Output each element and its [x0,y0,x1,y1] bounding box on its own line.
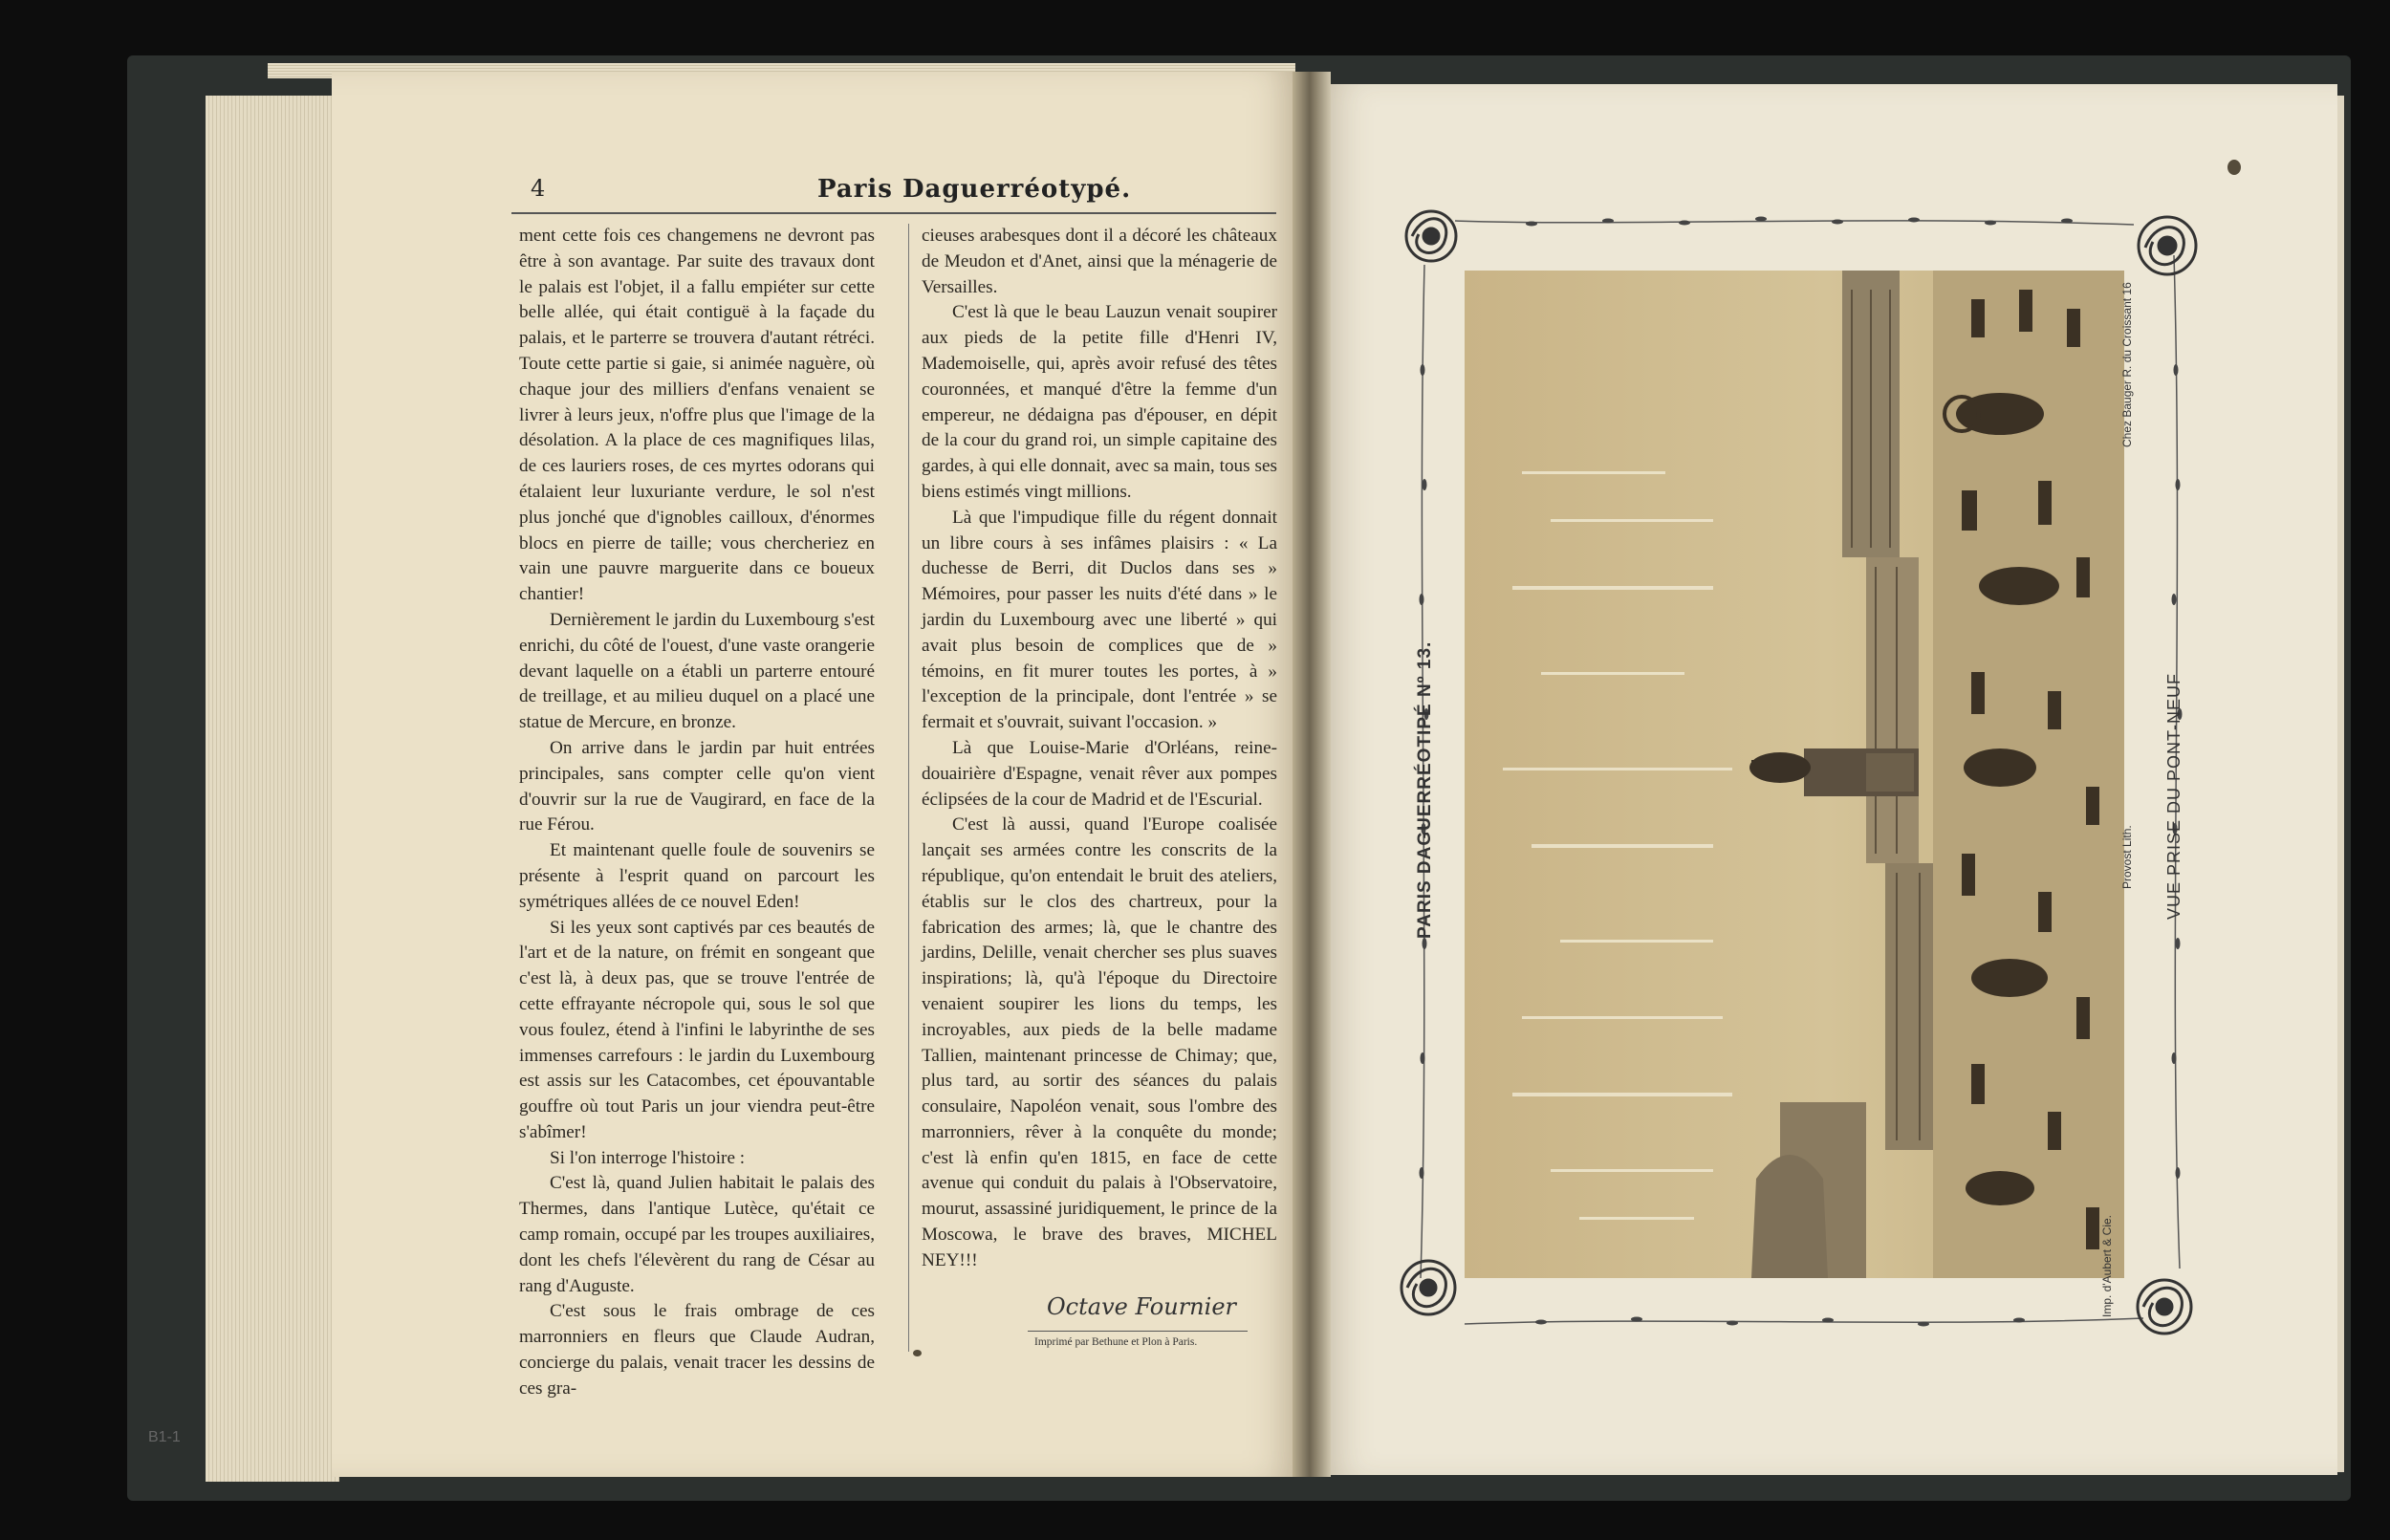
paragraph: C'est là, quand Julien habitait le palais des Thermes, dans l'antique Lutèce, qu'était ce camp romain, occupé par les troupes auxiliaires, dont les chefs l'élevèrent du rang de César au rang d'Auguste. [519,1173,875,1296]
book-gutter [1293,72,1331,1477]
paragraph: C'est là aussi, quand l'Europe coalisée lançait ses armées contre les conscrits de la république, qu'on entendait le bruit des ateliers, établis sur le clos des chartreux, pour la fabrication des armes; là, que le chantre des jardins, Delille, venait chercher ses plus suaves inspirations; là, qu'à l'époque du Directoire venaient soupirer les lions du temps, les incroyables, aux pieds de la belle madame Tallien, maintenant princesse de Chimay; que, plus tard, au sortir des séances du palais consulaire, Napoléon venait, sous l'ombre des marronniers, rêver à la conquête du monde; c'est là enfin qu'en 1815, en face de cette avenue qui conduit du palais à l'Observatoire, mourut, assassiné juridiquement, le prince de la Moscowa, le brave des braves, MICHEL NEY!!! [922,814,1277,1270]
imprint-line: Imprimé par Bethune et Plon à Paris. [1034,1336,1198,1348]
plate-title: VUE PRISE DU PONT-NEUF [2164,672,2184,920]
author-signature: Octave Fournier [1047,1293,1236,1320]
series-title: PARIS DAGUERRÉOTIPÉ Nº 13. [1415,640,1435,939]
page-stain [2227,160,2241,175]
corner-ornament-top-right [2139,217,2196,274]
running-head [531,175,1276,213]
text-column-right [922,224,1277,1274]
header-rule [511,212,1276,214]
page-edges-left [206,96,339,1482]
paragraph: On arrive dans le jardin par huit entrées principales, sans compter celle qu'on vient d'ouvrir sur la rue de Vaugirard, en face de la rue Férou. [519,737,875,835]
shelf-label: B1-1 [148,1429,181,1445]
paragraph: Si les yeux sont captivés par ces beautés de l'art et de la nature, on frémit en songeant que c'est là, à deux pas, que se trouve l'entrée de cette effrayante nécropole qui, sous le sol que vous foulez, étend à l'infini le labyrinthe de ses immenses carrefours : le jardin du Luxembourg est assis sur les Catacombes, cet épouvantable gouffre où tout Paris un jour viendra peut-être s'abîmer! [519,917,875,1142]
imprint-rule [1028,1331,1248,1332]
lithographer-credit: Provost Lith. [2120,825,2134,889]
paragraph: cieuses arabesques dont il a décoré les châteaux de Meudon et d'Anet, ainsi que la ménagerie de Versailles. [922,226,1277,297]
frame-vine-top [1455,221,2134,225]
column-divider [908,224,909,1352]
plate-illustration [1465,271,2124,1278]
publisher-credit: Chez Bauger R. du Croissant 16 [2120,282,2134,447]
journal-title: Paris Daguerréotypé. [817,175,1132,204]
paragraph: Si l'on interroge l'histoire : [550,1147,746,1168]
daguerreotype-plate [1465,271,2124,1278]
corner-ornament-bottom-left [1401,1261,1455,1314]
printer-credit: Imp. d'Aubert & Cie. [2100,1214,2114,1317]
paragraph: ment cette fois ces changemens ne devront pas être à son avantage. Par suite des travaux dont le palais est l'objet, il a fallu empiéter sur cette belle allée, qui était contiguë à la façade du palais, et le parterre se trouvera d'autant rétréci. Toute cette partie si gaie, si animée naguère, où chaque jour des milliers d'enfans venaient se livrer à leurs jeux, n'offre plus que l'image de la désolation. A la place de ces magnifiques lilas, de ces lauriers roses, de ces myrtes odorans qui étalaient leur luxuriante verdure, le sol n'est plus jonché que d'ignobles cailloux, d'énormes blocs en pierre de taille; vous chercheriez en vain une pauvre marguerite dans ce boueux chantier! [519,226,875,605]
paragraph: Là que Louise-Marie d'Orléans, reine-douairière d'Espagne, venait rêver aux pompes éclipsées de la cour de Madrid et de l'Escurial. [922,737,1277,810]
page-stain [913,1350,922,1356]
paragraph: C'est là que le beau Lauzun venait soupirer aux pieds de la petite fille d'Henri IV, Mademoiselle, qui, après avoir refusé des têtes couronnées, et manqué d'être la femme d'un empereur, ne dédaigna pas d'épouser, en dépit de la cour du grand roi, un simple capitaine des gardes, à qui elle donnait, avec sa main, tous ses biens estimés vingt millions. [922,302,1277,502]
paragraph: C'est sous le frais ombrage de ces marronniers en fleurs que Claude Audran, concierge du palais, venait tracer les dessins de ces gra- [519,1301,875,1399]
paragraph: Dernièrement le jardin du Luxembourg s'est enrichi, du côté de l'ouest, d'une vaste orangerie devant laquelle on a établi un parterre entouré de treillage, et au milieu duquel on a placé une statue de Mercure, en bronze. [519,609,875,733]
paragraph: Et maintenant quelle foule de souvenirs se présente à l'esprit quand on parcourt les symétriques allées de ce nouvel Eden! [519,840,875,912]
paragraph: Là que l'impudique fille du régent donnait un libre cours à ses infâmes plaisirs : « La duchesse de Berri, dit Duclos dans ses » Mémoires, pour passer les nuits d'été dans » le jardin du Luxembourg avec une liberté » qui avait plus besoin de complices que de » témoins, en fit murer toutes les portes, à » l'exception de la principale, dont l'entrée » se fermait et s'ouvrait, suivant l'occasion. » [922,507,1277,733]
text-column-left [519,224,875,1402]
corner-ornament-top-left [1406,211,1456,261]
frame-vine-bottom [1465,1318,2143,1324]
page-number: 4 [531,175,546,202]
corner-ornament-bottom-right [2138,1280,2191,1334]
